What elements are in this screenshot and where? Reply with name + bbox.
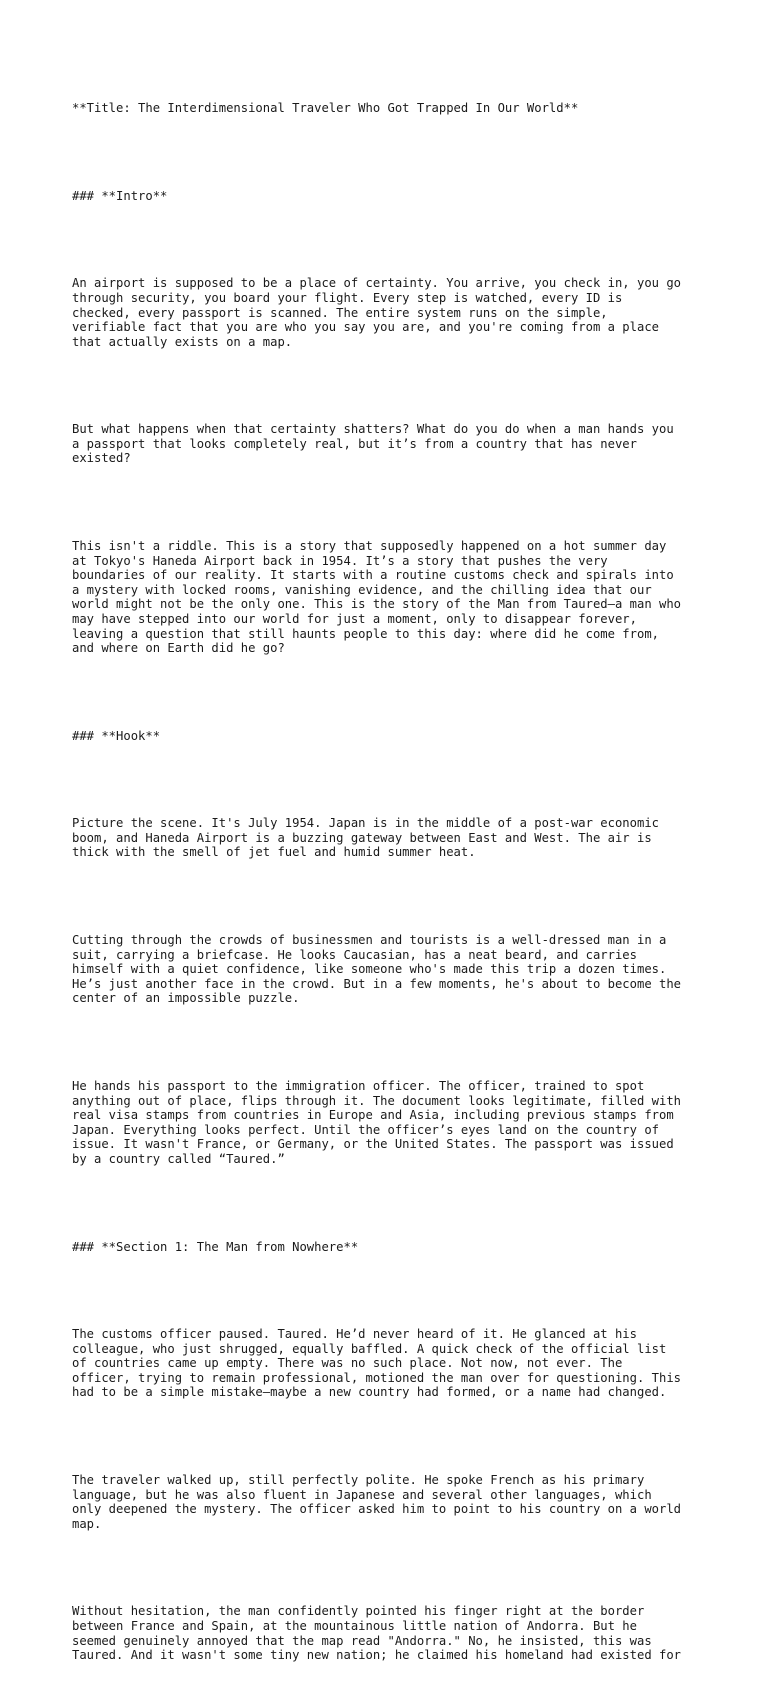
hook-heading: ### **Hook** xyxy=(72,728,161,743)
section1-paragraph-2: The traveler walked up, still perfectly polite. He spoke French as his primary language, but he was also fluent in Japanese and several other languages, which only deepened the mystery. The officer asked him to point to his country on a world map. xyxy=(72,1473,682,1531)
section1-paragraph-3: Without hesitation, the man confidently pointed his finger right at the border between France and Spain, at the mountainous little nation of Andorra. But he seemed genuinely annoyed that the map read "Andorra." No, he insisted, this was Taured. And it wasn't some tiny new nation; he claimed his homeland had existed for xyxy=(72,1604,682,1663)
hook-paragraph-2: Cutting through the crowds of businessmen and tourists is a well-dressed man in a suit, carrying a briefcase. He looks Caucasian, has a neat beard, and carries himself with a quiet confidence, like someone who's made this trip a dozen times. He’s just another face in the crowd. But in a few moments, he's about to become the center of an impossible puzzle. xyxy=(72,933,682,1006)
intro-paragraph-2: But what happens when that certainty shatters? What do you do when a man hands you a passport that looks completely real, but it’s from a country that has never existed? xyxy=(72,422,674,466)
document-title: **Title: The Interdimensional Traveler Who Got Trapped In Our World** xyxy=(72,101,579,116)
hook-paragraph-3: He hands his passport to the immigration officer. The officer, trained to spot anything out of place, flips through it. The document looks legitimate, filled with real visa stamps from countries in Europe and Asia, including previous stamps from Japan. Everything looks perfect. Until the officer’s eyes land on the country of issue. It wasn't France, or Germany, or the United States. The passport was issued by a country called “Taured.” xyxy=(72,1078,682,1166)
intro-paragraph-1: An airport is supposed to be a place of certainty. You arrive, you check in, you go through security, you board your flight. Every step is watched, every ID is checked, every passport is scanned. The entire system runs on the simple, verifiable fact that you are who you say you are, and you're coming from a place that actually exists on a map. xyxy=(72,276,682,349)
intro-heading: ### **Intro** xyxy=(72,188,168,203)
document-body xyxy=(72,72,712,1692)
section1-paragraph-1: The customs officer paused. Taured. He’d never heard of it. He glanced at his colleague, who just shrugged, equally baffled. A quick check of the official list of countries came up empty. There was no such place. Not now, not ever. The officer, trying to remain professional, motioned the man over for questioning. This had to be a simple mistake—maybe a new country had formed, or a name had changed. xyxy=(72,1327,682,1400)
section1-heading: ### **Section 1: The Man from Nowhere** xyxy=(72,1239,359,1254)
intro-paragraph-3: This isn't a riddle. This is a story that supposedly happened on a hot summer day at Tokyo's Haneda Airport back in 1954. It’s a story that pushes the very boundaries of our reality. It starts with a routine customs check and spirals into a mystery with locked rooms, vanishing evidence, and the chilling idea that our world might not be the only one. This is the story of the Man from Taured—a man who may have stepped into our world for just a moment, only to disappear forever, leaving a question that still haunts people to this day: where did he come from, and where on Earth did he go? xyxy=(72,539,682,656)
hook-paragraph-1: Picture the scene. It's July 1954. Japan is in the middle of a post-war economic boom, and Haneda Airport is a buzzing gateway between East and West. The air is thick with the smell of jet fuel and humid summer heat. xyxy=(72,816,659,860)
